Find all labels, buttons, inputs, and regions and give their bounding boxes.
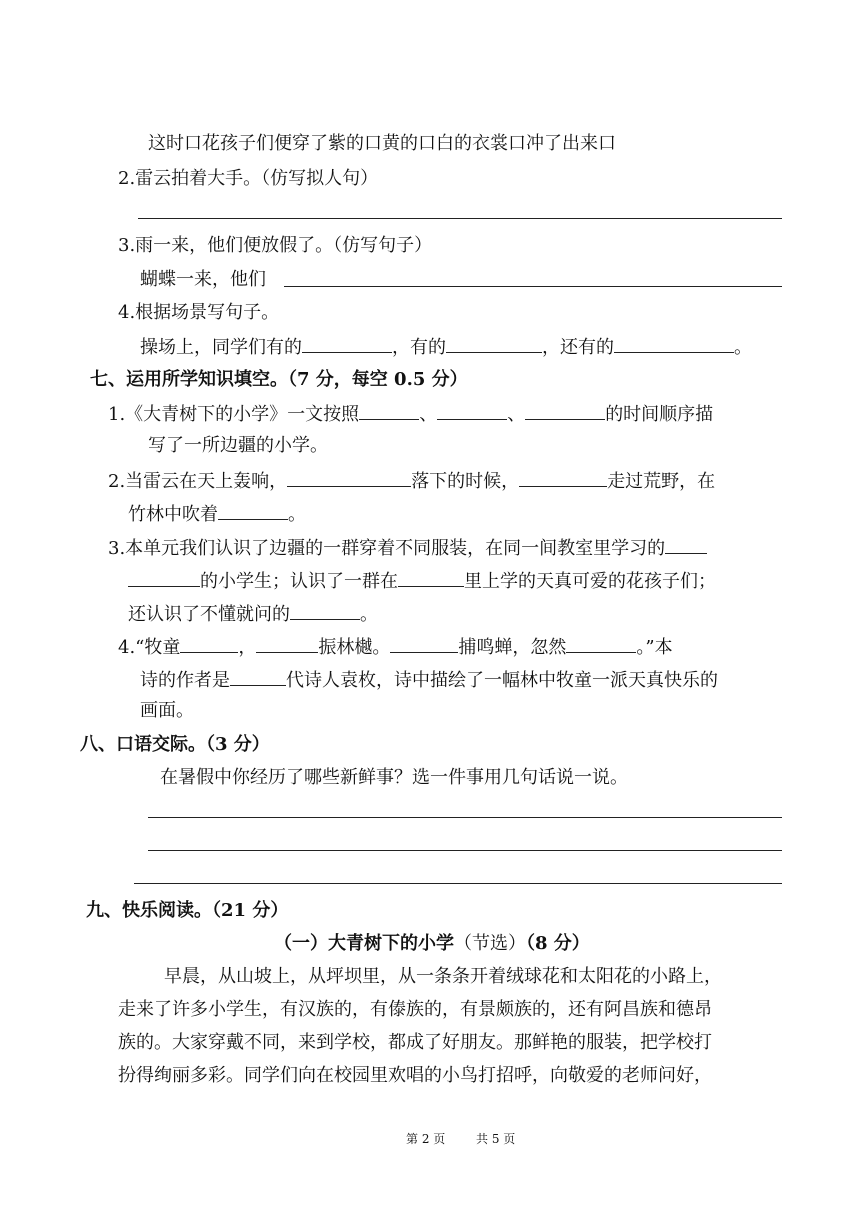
s7-i3-blank-1a[interactable] bbox=[665, 535, 707, 554]
s7-i1-blank-3[interactable] bbox=[525, 401, 605, 420]
s7-i3-a: 3.本单元我们认识了边疆的一群穿着不同服装，在同一间教室里学习的 bbox=[108, 538, 666, 559]
s8-answer-line-1[interactable] bbox=[148, 817, 782, 818]
s7-i3-e: 。 bbox=[360, 604, 378, 625]
s7-i4-blank-5[interactable] bbox=[230, 667, 286, 686]
s7-i2-blank-1[interactable] bbox=[287, 468, 411, 487]
s7-item3-line3 bbox=[128, 601, 378, 627]
s7-i3-d: 还认识了不懂就问的 bbox=[128, 604, 290, 625]
s7-i4-blank-3[interactable] bbox=[390, 634, 458, 653]
s6-q4-part-a: 操场上，同学们有的 bbox=[140, 337, 302, 358]
s7-item4-line1 bbox=[118, 634, 673, 660]
s6-q4-part-b: ，有的 bbox=[392, 337, 446, 358]
s7-i1-blank-1[interactable] bbox=[359, 401, 419, 420]
s7-i1-blank-2[interactable] bbox=[437, 401, 507, 420]
s6-q3-answer-line[interactable] bbox=[284, 286, 782, 287]
s7-i2-a: 2.当雷云在天上轰响， bbox=[108, 471, 288, 492]
s6-q4-sentence bbox=[140, 334, 752, 360]
s6-q2-text: 2.雷云拍着大手。（仿写拟人句） bbox=[118, 168, 379, 189]
s8-title: 八、口语交际。（3 分） bbox=[80, 734, 270, 755]
s6-q4-part-d: 。 bbox=[734, 337, 752, 358]
s9-subtitle-note: （节选） bbox=[454, 933, 526, 954]
s7-i1-c: 、 bbox=[507, 404, 526, 425]
s9-subtitle-score: （8 分） bbox=[526, 933, 590, 954]
s7-i4-e: 。”本 bbox=[636, 637, 673, 658]
s7-item2-line2 bbox=[128, 501, 306, 527]
s6-q4-blank-2[interactable] bbox=[446, 334, 542, 353]
s7-item3-line2 bbox=[128, 568, 716, 594]
s7-i4-blank-1[interactable] bbox=[180, 634, 238, 653]
footer-total-pages: 共 5 页 bbox=[476, 1132, 516, 1146]
s7-item3-line1 bbox=[108, 535, 707, 561]
s7-item4-line3: 画面。 bbox=[140, 700, 194, 721]
s7-i2-d: 竹林中吹着 bbox=[128, 504, 218, 525]
s7-i4-blank-4[interactable] bbox=[566, 634, 636, 653]
s6-q4-blank-3[interactable] bbox=[614, 334, 734, 353]
s7-i2-e: 。 bbox=[288, 504, 306, 525]
s7-i3-blank-1b[interactable] bbox=[128, 568, 200, 587]
s7-item2-line1 bbox=[108, 468, 715, 494]
s7-i2-c: 走过荒野，在 bbox=[607, 471, 716, 492]
s6-q4-text: 4.根据场景写句子。 bbox=[118, 302, 280, 323]
s9-subtitle bbox=[274, 932, 590, 956]
s7-i3-blank-3[interactable] bbox=[290, 601, 360, 620]
s6-sentence-line: 这时口花孩子们便穿了紫的口黄的口白的衣裳口冲了出来口 bbox=[148, 133, 616, 154]
s7-item1-line1 bbox=[108, 401, 713, 427]
s7-i1-a: 1.《大青树下的小学》一文按照 bbox=[108, 404, 360, 425]
s9-passage-line-1: 早晨，从山坡上，从坪坝里，从一条条开着绒球花和太阳花的小路上， bbox=[164, 966, 722, 987]
s7-i4-a: 4.“牧童 bbox=[118, 637, 181, 658]
s7-i2-blank-2[interactable] bbox=[519, 468, 607, 487]
s8-answer-line-3[interactable] bbox=[134, 883, 782, 884]
s7-title: 七、运用所学知识填空。（7 分，每空 0.5 分） bbox=[90, 369, 468, 390]
s7-i4-c: 振林樾。 bbox=[318, 637, 391, 658]
s7-i4-b: ， bbox=[238, 637, 257, 658]
s7-i2-b: 落下的时候， bbox=[411, 471, 520, 492]
s6-q4-blank-1[interactable] bbox=[302, 334, 392, 353]
s7-i4-d: 捕鸣蝉，忽然 bbox=[458, 637, 567, 658]
s7-i2-blank-3[interactable] bbox=[218, 501, 288, 520]
s8-prompt: 在暑假中你经历了哪些新鲜事？选一件事用几句话说一说。 bbox=[160, 767, 628, 788]
s7-i4-f: 诗的作者是 bbox=[140, 670, 230, 691]
s7-item1-line2: 写了一所边疆的小学。 bbox=[148, 435, 328, 456]
s7-i3-c: 里上学的天真可爱的花孩子们； bbox=[464, 571, 716, 592]
s6-q2-answer-line[interactable] bbox=[138, 218, 782, 219]
s6-q3-text: 3.雨一来，他们便放假了。（仿写句子） bbox=[118, 235, 433, 256]
s9-passage-line-3: 族的。大家穿戴不同，来到学校，都成了好朋友。那鲜艳的服装，把学校打 bbox=[118, 1032, 712, 1053]
s7-i1-d: 的时间顺序描 bbox=[605, 404, 714, 425]
s7-i3-b: 的小学生；认识了一群在 bbox=[200, 571, 398, 592]
s9-passage-line-4: 扮得绚丽多彩。同学们向在校园里欢唱的小鸟打招呼，向敬爱的老师问好， bbox=[118, 1065, 712, 1086]
s6-q4-part-c: ，还有的 bbox=[542, 337, 614, 358]
s7-i1-b: 、 bbox=[419, 404, 438, 425]
s9-title: 九、快乐阅读。（21 分） bbox=[86, 900, 289, 921]
footer-page-number: 第 2 页 bbox=[406, 1132, 446, 1146]
s7-item4-line2 bbox=[140, 667, 718, 693]
s7-i4-blank-2[interactable] bbox=[256, 634, 318, 653]
s9-passage-line-2: 走来了许多小学生，有汉族的，有傣族的，有景颇族的，还有阿昌族和德昂 bbox=[118, 999, 712, 1020]
s6-q3-lead: 蝴蝶一来，他们 bbox=[140, 269, 266, 290]
s7-i4-g: 代诗人袁枚，诗中描绘了一幅林中牧童一派天真快乐的 bbox=[286, 670, 718, 691]
s7-i3-blank-2[interactable] bbox=[398, 568, 464, 587]
s9-subtitle-main: （一）大青树下的小学 bbox=[274, 933, 454, 954]
s8-answer-line-2[interactable] bbox=[148, 850, 782, 851]
